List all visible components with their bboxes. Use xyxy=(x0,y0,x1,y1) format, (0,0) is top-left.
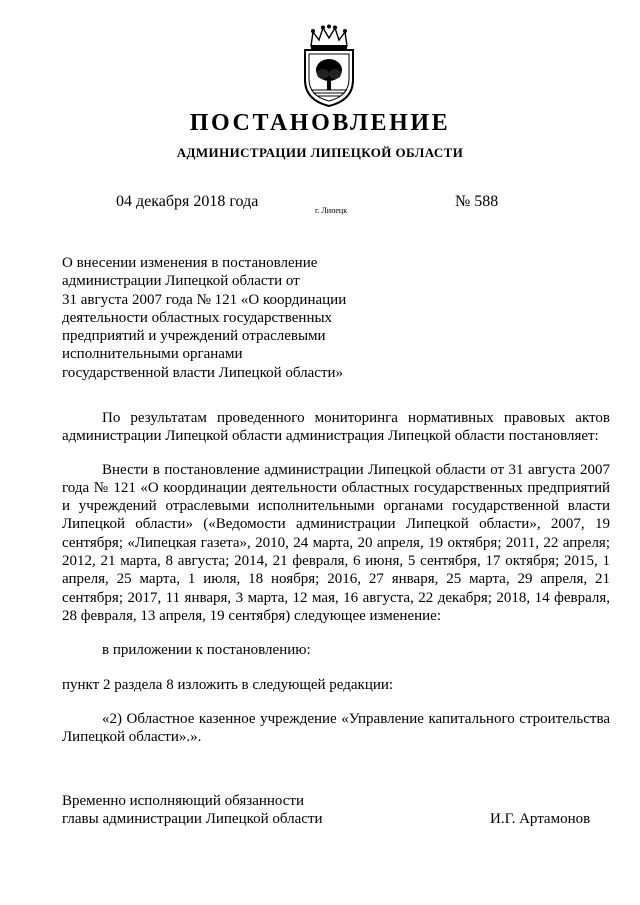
signature-name: И.Г. Артамонов xyxy=(490,811,591,827)
body-paragraph-basis: По результатам проведенного мониторинга нормативных правовых актов администрации Липецкой области администрация Липецкой области постановляет: xyxy=(62,410,610,445)
document-subtitle: АДМИНИСТРАЦИИ ЛИПЕЦКОЙ ОБЛАСТИ xyxy=(176,145,464,160)
document-subject xyxy=(62,254,372,382)
subject-line: 31 августа 2007 года № 121 «О координации xyxy=(62,291,347,308)
document-body xyxy=(62,409,610,746)
document-date: 04 декабря 2018 года xyxy=(116,193,259,210)
body-paragraph-new-text: «2) Областное казенное учреждение «Управление капитального строительства Липецкой области».». xyxy=(62,710,610,746)
coat-of-arms-icon xyxy=(297,24,361,108)
signature-position-line: Временно исполняющий обязанности xyxy=(62,793,305,809)
subject-line: исполнительными органами xyxy=(62,346,243,363)
document-city: г. Липецк xyxy=(315,206,348,215)
body-paragraph-appendix: в приложении к постановлению: xyxy=(102,642,311,659)
subject-line: О внесении изменения в постановление xyxy=(62,255,318,271)
signature-position-line: главы администрации Липецкой области xyxy=(62,811,323,828)
document-number: № 588 xyxy=(455,193,499,210)
body-paragraph-clause: пункт 2 раздела 8 изложить в следующей редакции: xyxy=(62,676,394,693)
signature-position xyxy=(62,792,323,829)
body-paragraph-amendment: Внести в постановление администрации Липецкой области от 31 августа 2007 года № 121 «О координации деятельности областных государственных предприятий и учреждений отраслевыми исполнительными органами государственной власти Липецкой области» («Ведомости администрации Липецкой области», 2007, 19 сентября; «Липецкая газета», 2010, 24 марта, 20 апреля, 19 октября; 2011, 22 апреля; 2012, 21 марта, 8 августа; 2014, 21 февраля, 6 июня, 5 сентября, 17 октября; 2015, 1 апреля, 25 марта, 1 июля, 18 ноября; 2016, 27 января, 25 марта, 29 апреля, 21 сентября; 2017, 11 января, 3 марта, 12 мая, 16 августа, 22 декабря; 2018, 14 февраля, 28 февраля, 13 апреля, 19 сентября) следующее изменение: xyxy=(62,461,610,624)
subject-line: деятельности областных государственных xyxy=(62,309,333,326)
subject-line: государственной власти Липецкой области» xyxy=(62,364,344,381)
subject-line: администрации Липецкой области от xyxy=(62,273,300,290)
subject-line: предприятий и учреждений отраслевыми xyxy=(62,328,326,345)
document-title: ПОСТАНОВЛЕНИЕ xyxy=(189,110,451,136)
